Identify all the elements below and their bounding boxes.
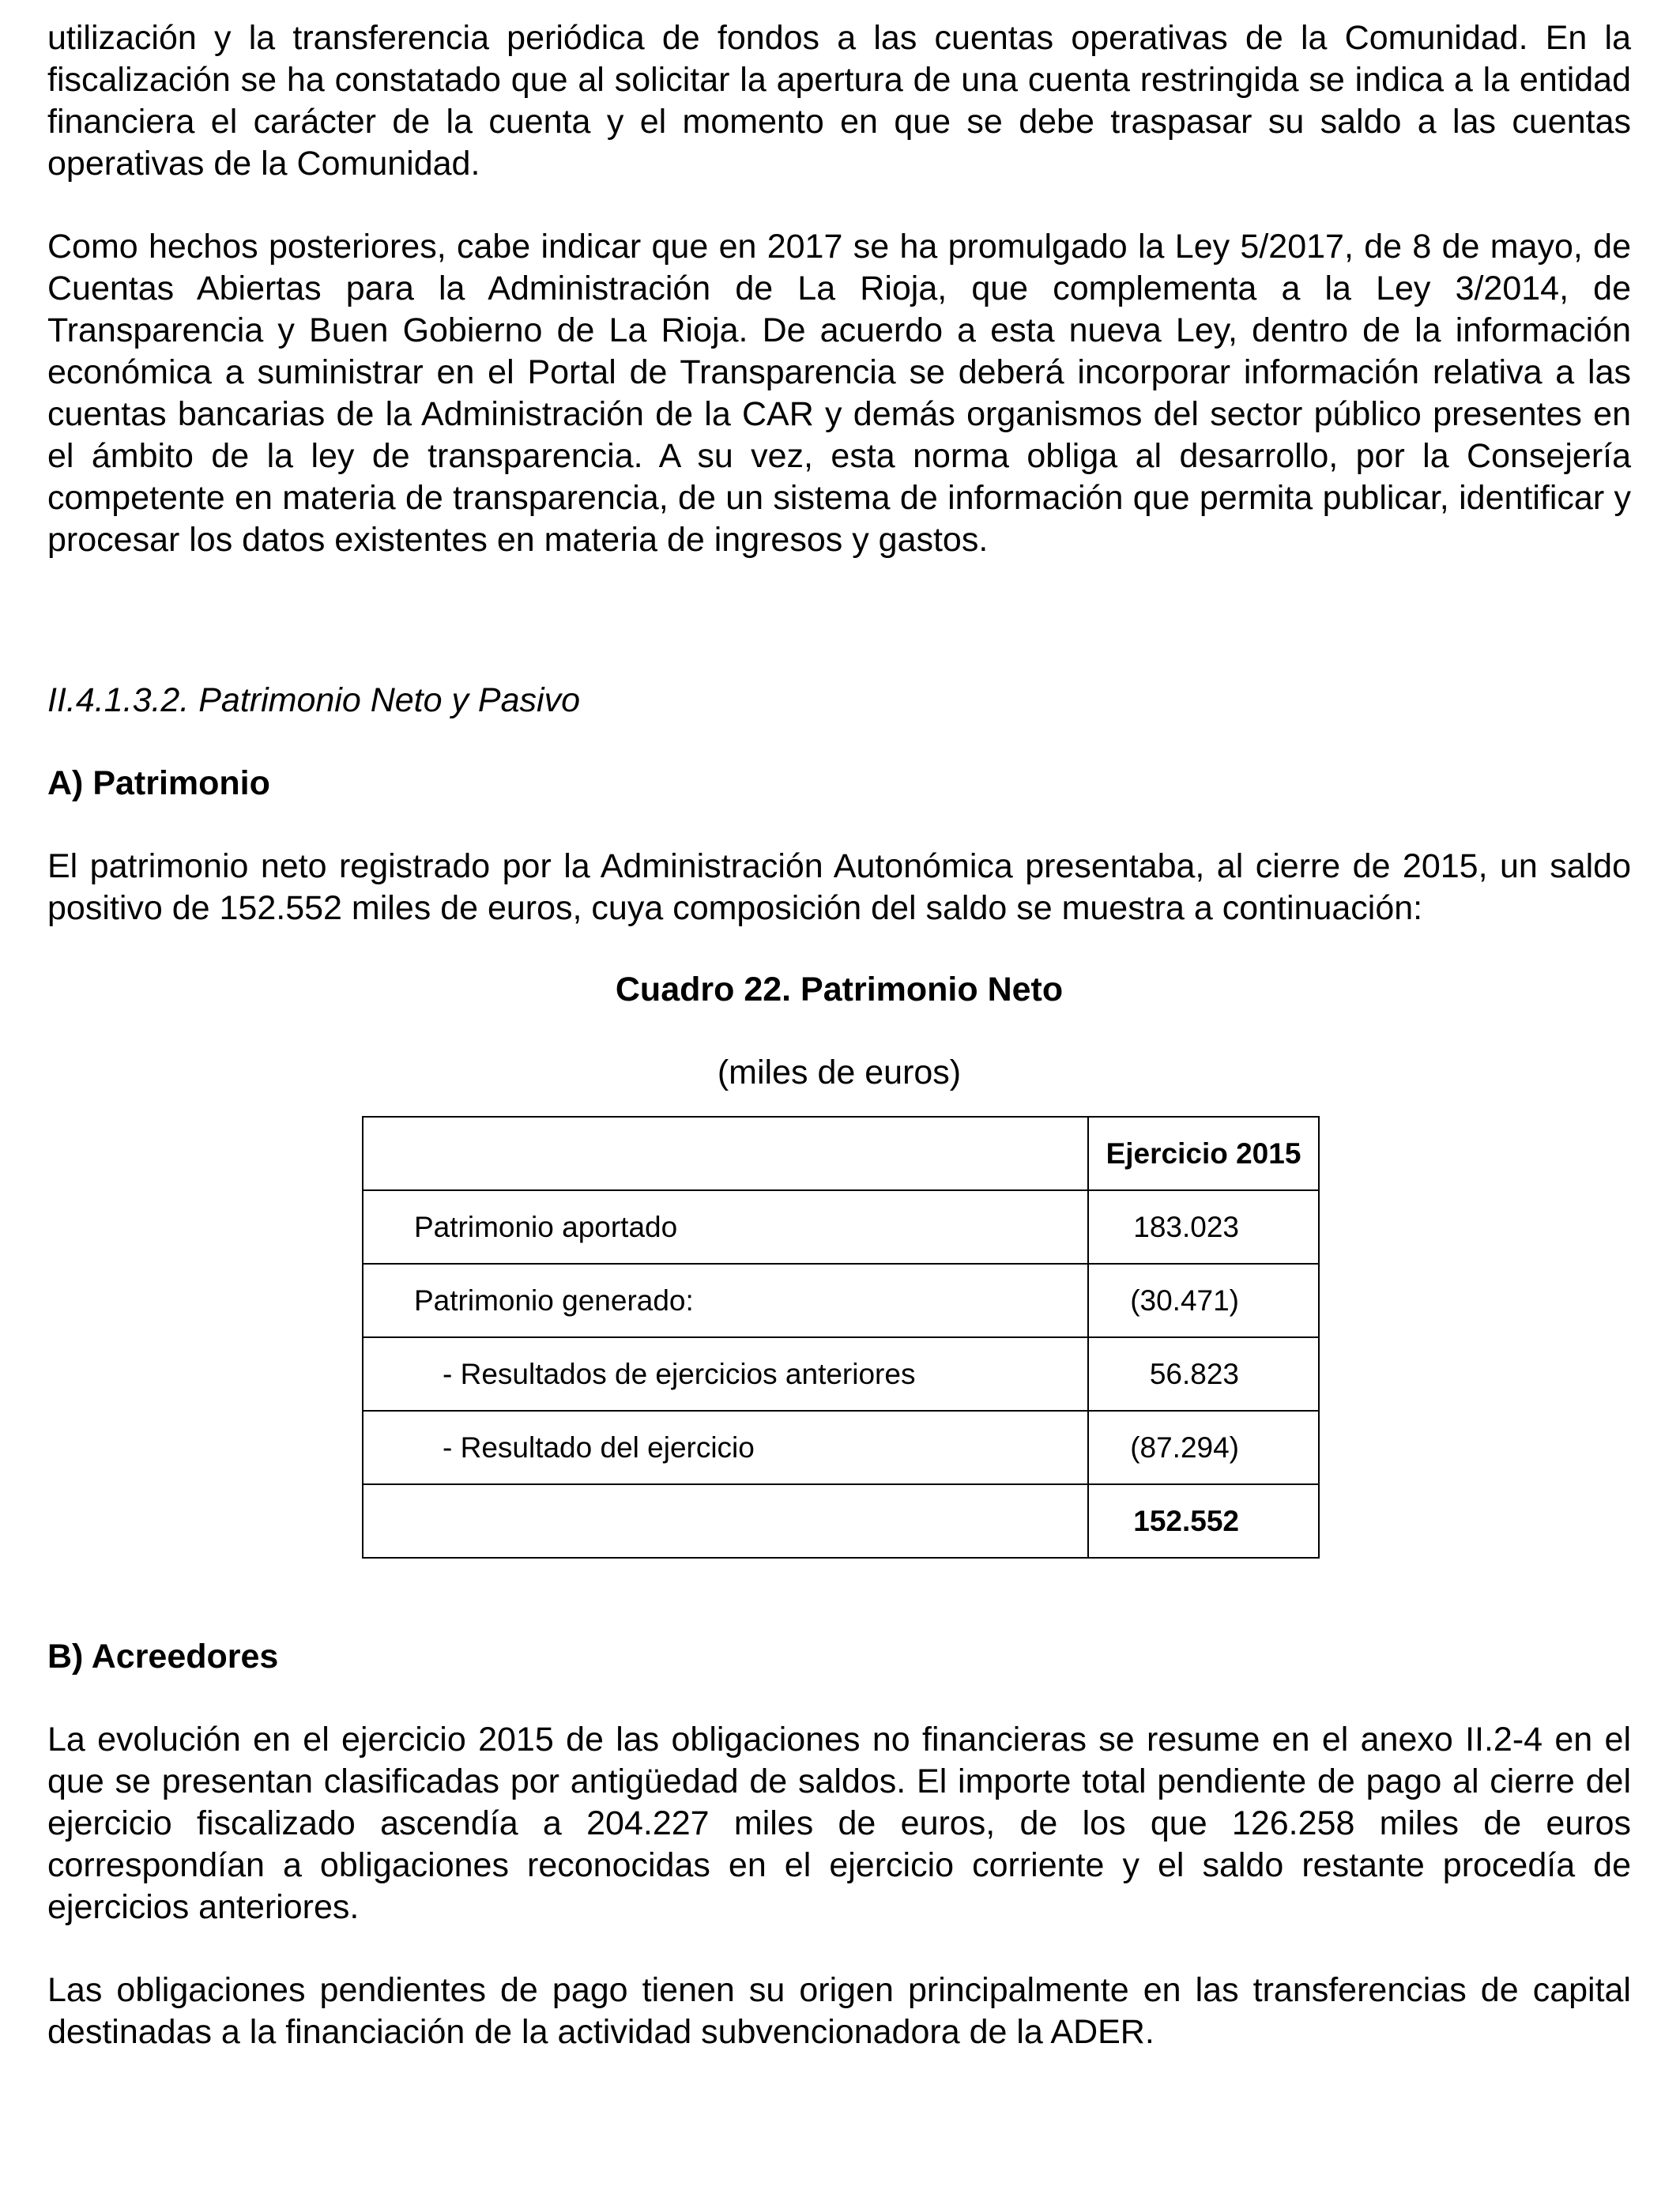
row-value: (30.471) (1088, 1264, 1319, 1337)
paragraph-patrimonio-neto: El patrimonio neto registrado por la Administración Autonómica presentaba, al cierre de 2015, un saldo positivo de 152.552 miles de euros, cuya composición del saldo se muestra a continuación: (47, 847, 1631, 927)
header-ejercicio: Ejercicio 2015 (1088, 1117, 1319, 1190)
table-row (363, 1190, 1319, 1264)
paragraph-origen-obligaciones: Las obligaciones pendientes de pago tienen su origen principalmente en las transferencias de capital destinadas a la financiación de la actividad subvencionadora de la ADER. (47, 1971, 1631, 2051)
paragraph-hechos-posteriores: Como hechos posteriores, cabe indicar que en 2017 se ha promulgado la Ley 5/2017, de 8 de mayo, de Cuentas Abiertas para la Administración de La Rioja, que complementa a la Ley 3/2014, de Transparencia y Buen Gobierno de La Rioja. De acuerdo a esta nueva Ley, dentro de la información económica a suministrar en el Portal de Transparencia se deberá incorporar información relativa a las cuentas bancarias de la Administración de la CAR y demás organismos del sector público presentes en el ámbito de la ley de transparencia. A su vez, esta norma obliga al desarrollo, por la Consejería competente en materia de transparencia, de un sistema de información que permita publicar, identificar y procesar los datos existentes en materia de ingresos y gastos. (47, 228, 1631, 559)
row-value: 183.023 (1088, 1190, 1319, 1264)
subheading-acreedores: B) Acreedores (47, 1638, 279, 1676)
paragraph-cuentas-restringidas: utilización y la transferencia periódica de fondos a las cuentas operativas de la Comunidad. En la fiscalización se ha constatado que al solicitar la apertura de una cuenta restringida se indica a la entidad financiera el carácter de la cuenta y el momento en que se debe traspasar su saldo a las cuentas operativas de la Comunidad. (47, 19, 1631, 183)
patrimonio-neto-table (362, 1116, 1320, 1559)
paragraph-obligaciones: La evolución en el ejercicio 2015 de las obligaciones no financieras se resume en el anexo II.2-4 en el que se presentan clasificadas por antigüedad de saldos. El importe total pendiente de pago al cierre del ejercicio fiscalizado ascendía a 204.227 miles de euros, de los que 126.258 miles de euros correspondían a obligaciones reconocidas en el ejercicio corriente y el saldo restante procedía de ejercicios anteriores. (47, 1721, 1631, 1926)
table-units: (miles de euros) (717, 1054, 962, 1091)
row-label: - Resultados de ejercicios anteriores (363, 1337, 1088, 1411)
row-value: 56.823 (1088, 1337, 1319, 1411)
total-empty-cell (363, 1484, 1088, 1558)
table-row (363, 1337, 1319, 1411)
row-value: (87.294) (1088, 1411, 1319, 1484)
table-header-row (363, 1117, 1319, 1190)
document-page (47, 17, 1631, 2053)
table-row (363, 1411, 1319, 1484)
table-title: Cuadro 22. Patrimonio Neto (615, 971, 1064, 1008)
subheading-patrimonio: A) Patrimonio (47, 764, 270, 802)
header-empty-cell (363, 1117, 1088, 1190)
total-value: 152.552 (1088, 1484, 1319, 1558)
table-total-row (363, 1484, 1319, 1558)
row-label: - Resultado del ejercicio (363, 1411, 1088, 1484)
section-heading: II.4.1.3.2. Patrimonio Neto y Pasivo (47, 681, 580, 719)
table-row (363, 1264, 1319, 1337)
row-label: Patrimonio generado: (363, 1264, 1088, 1337)
row-label: Patrimonio aportado (363, 1190, 1088, 1264)
